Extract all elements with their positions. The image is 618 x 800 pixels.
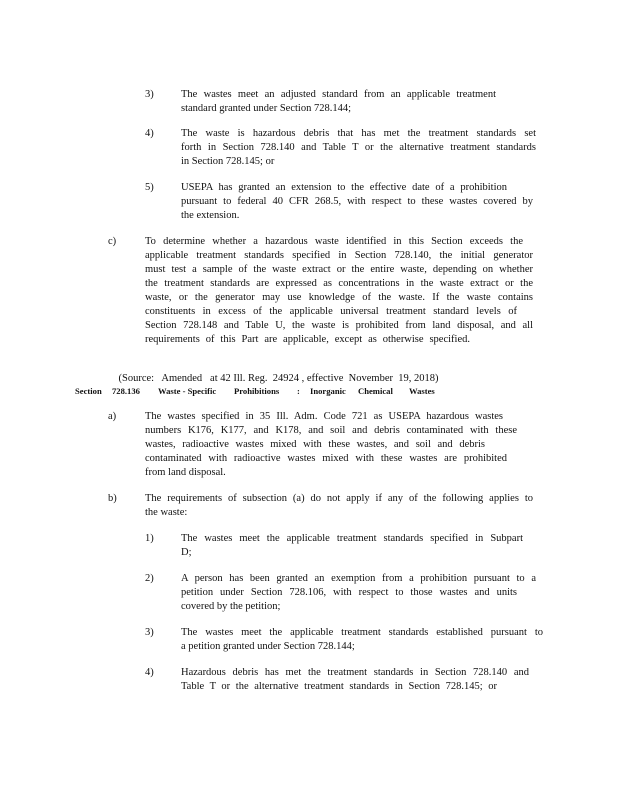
text-line: The wastes meet an adjusted standard from an applicable treatment: [181, 89, 496, 100]
text-line: Section 728.148 and Table U, the waste is prohibited from land disposal, and all: [145, 320, 533, 331]
text-line: numbers K176, K177, and K178, and soil and debris contaminated with these: [145, 425, 517, 436]
text-line: covered by the petition;: [181, 601, 281, 612]
item-label: 5): [145, 182, 154, 193]
text-line: standard granted under Section 728.144;: [181, 103, 351, 114]
text-line: D;: [181, 547, 192, 558]
text-line: pursuant to federal 40 CFR 268.5, with respect to these wastes covered by: [181, 196, 533, 207]
section-title-part: Inorganic: [310, 386, 346, 396]
text-line: petition under Section 728.106, with respect to those wastes and units: [181, 587, 517, 598]
paragraph-label: a): [108, 411, 117, 422]
section-title-colon: :: [297, 386, 300, 396]
source-text: (Source: Amended at 42 Ill. Reg. 24924 , effective November 19, 2018): [118, 373, 439, 384]
section-label: Section: [75, 386, 102, 396]
text-line: To determine whether a hazardous waste identified in this Section exceeds the: [145, 236, 523, 247]
text-line: the treatment standards are expressed as concentrations in the waste extract or the: [145, 278, 533, 289]
text-line: waste, or the generator may use knowledge of the waste. If the waste contains: [145, 292, 533, 303]
paragraph-label: c): [108, 236, 117, 247]
item-text: [181, 532, 523, 560]
item-text: [181, 666, 529, 694]
text-line: a petition granted under Section 728.144;: [181, 641, 355, 652]
text-line: applicable treatment standards specified in Section 728.140, the initial generator: [145, 250, 533, 261]
text-line: must test a sample of the waste extract or the entire waste, depending on whether: [145, 264, 533, 275]
text-line: requirements of this Part are applicable, except as otherwise specified.: [145, 334, 470, 345]
paragraph-label: b): [108, 493, 117, 504]
section-title-part: Prohibitions: [234, 386, 280, 396]
text-line: A person has been granted an exemption from a prohibition pursuant to a: [181, 573, 536, 584]
text-line: the waste:: [145, 507, 188, 518]
text-line: The wastes meet the applicable treatment standards established pursuant to: [181, 627, 543, 638]
text-line: The wastes specified in 35 Ill. Adm. Code 721 as USEPA hazardous wastes: [145, 411, 503, 422]
paragraph-text: [145, 492, 533, 520]
item-label: 1): [145, 533, 154, 544]
text-line: contaminated with radioactive wastes mixed with these wastes are prohibited: [145, 453, 507, 464]
text-line: forth in Section 728.140 and Table T or the alternative treatment standards: [181, 142, 536, 153]
text-line: The waste is hazardous debris that has met the treatment standards set: [181, 128, 536, 139]
item-text: [181, 88, 496, 116]
text-line: USEPA has granted an extension to the effective date of a prohibition: [181, 182, 507, 193]
text-line: constituents in excess of the applicable universal treatment standard levels of: [145, 306, 517, 317]
text-line: The requirements of subsection (a) do not apply if any of the following applies to: [145, 493, 533, 504]
text-line: The wastes meet the applicable treatment standards specified in Subpart: [181, 533, 523, 544]
item-text: [181, 626, 543, 654]
item-label: 4): [145, 128, 154, 139]
item-text: [181, 181, 533, 223]
item-label: 3): [145, 89, 154, 100]
item-text: [181, 127, 536, 169]
item-label: 3): [145, 627, 154, 638]
text-line: wastes, radioactive wastes mixed with these wastes, and soil and debris: [145, 439, 485, 450]
section-title-part: Wastes: [409, 386, 435, 396]
section-number: 728.136: [112, 386, 140, 396]
text-line: Table T or the alternative treatment standards in Section 728.145; or: [181, 681, 497, 692]
text-line: the extension.: [181, 210, 240, 221]
item-text: [181, 572, 536, 614]
text-line: in Section 728.145; or: [181, 156, 275, 167]
paragraph-text: [145, 410, 517, 480]
section-title-part: Waste - Specific: [158, 386, 217, 396]
item-label: 2): [145, 573, 154, 584]
item-label: 4): [145, 667, 154, 678]
paragraph-text: [145, 235, 533, 347]
text-line: from land disposal.: [145, 467, 226, 478]
section-title-part: Chemical: [358, 386, 393, 396]
text-line: Hazardous debris has met the treatment standards in Section 728.140 and: [181, 667, 529, 678]
